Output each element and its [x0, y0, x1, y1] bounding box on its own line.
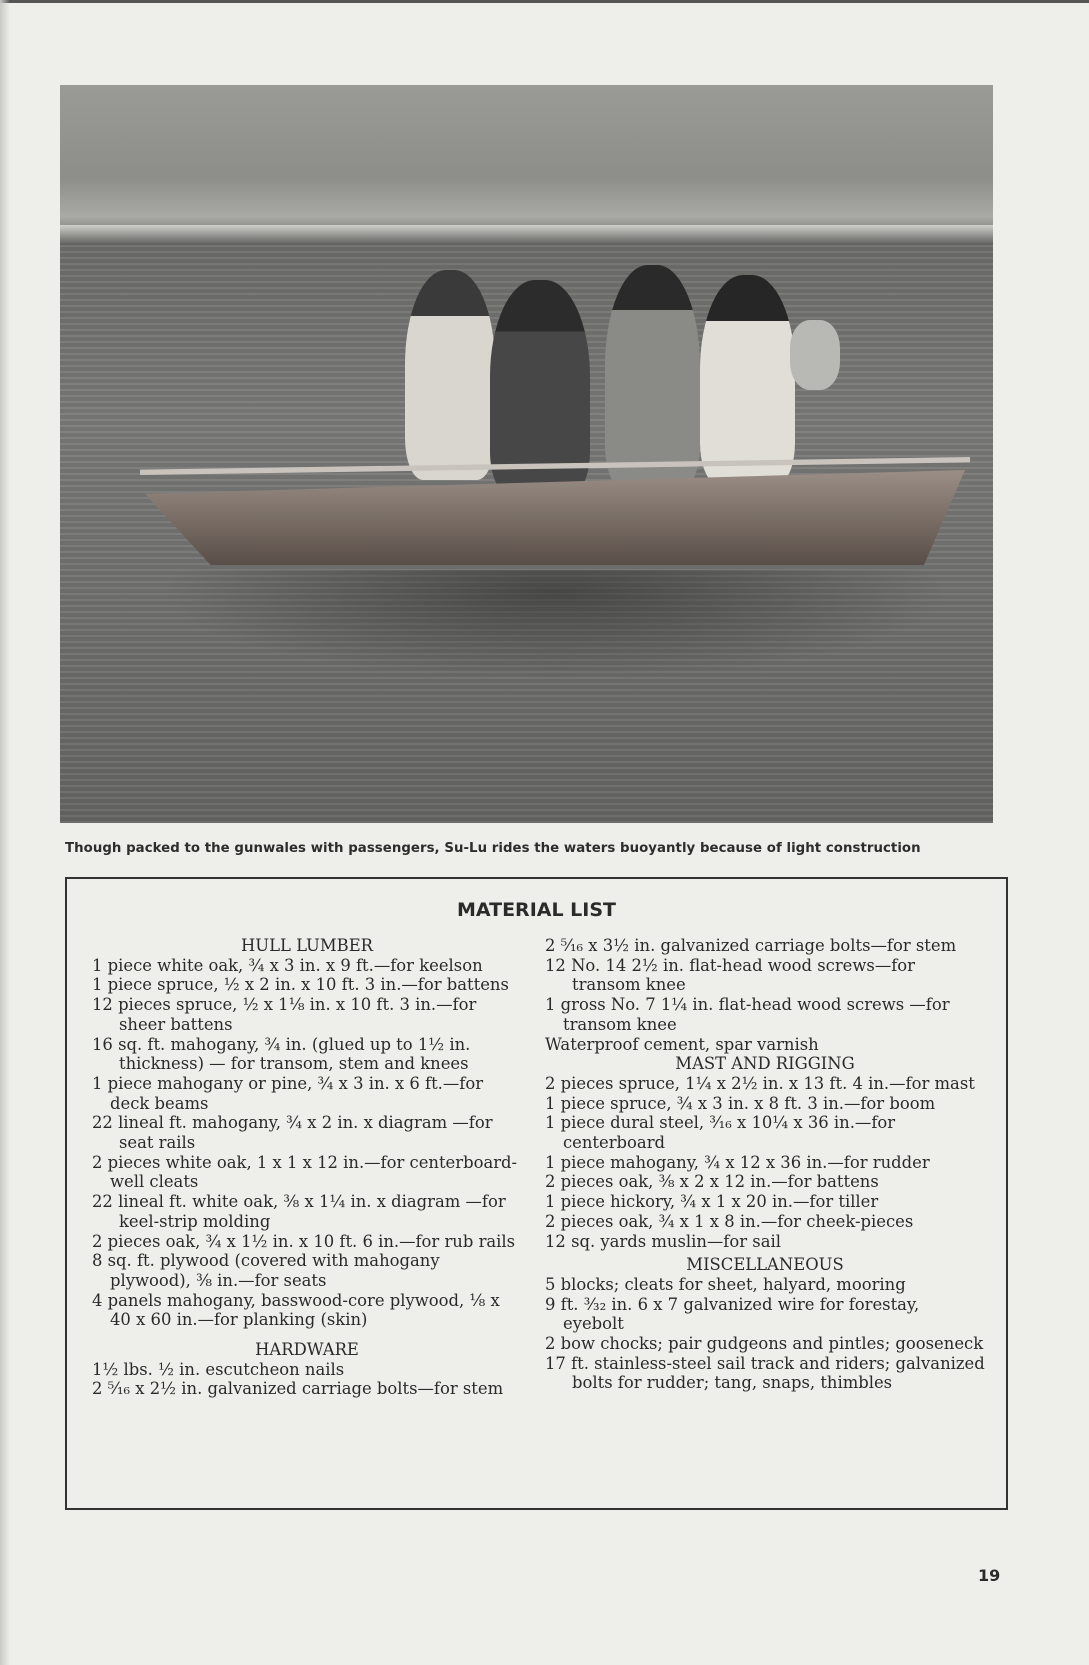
list-item: 8 sq. ft. plywood (covered with mahogany plywood), ⅜ in.—for seats [92, 1251, 440, 1290]
list-item: 2 pieces spruce, 1¼ x 2½ in. x 13 ft. 4 in.—for mast [545, 1073, 975, 1093]
list-item: 1 gross No. 7 1¼ in. flat-head wood screws —for transom knee [545, 995, 950, 1034]
list-item: 1 piece hickory, ¾ x 1 x 20 in.—for tiller [545, 1192, 879, 1212]
list-item: 2 bow chocks; pair gudgeons and pintles; gooseneck [545, 1334, 984, 1354]
list-item: 5 blocks; cleats for sheet, halyard, mooring [545, 1274, 906, 1294]
list-item: 1½ lbs. ½ in. escutcheon nails [92, 1359, 345, 1379]
list-item: 4 panels mahogany, basswood-core plywood, ⅛ x 40 x 60 in.—for planking (skin) [92, 1290, 500, 1330]
photo-passenger-3 [605, 265, 700, 490]
section-heading-mast-and-rigging: MAST AND RIGGING [675, 1054, 855, 1074]
section-heading-hull-lumber: HULL LUMBER [240, 936, 374, 955]
list-item: 2 ⁵⁄₁₆ x 3½ in. galvanized carriage bolts—for stem [545, 936, 957, 955]
list-item: Waterproof cement, spar varnish [545, 1034, 819, 1054]
material-list-box [65, 877, 1008, 1510]
list-item: 1 piece spruce, ¾ x 3 in. x 8 ft. 3 in.—for boom [545, 1093, 936, 1113]
photo-outboard-motor [790, 320, 840, 390]
photo-passenger-2 [490, 280, 590, 495]
photo-passenger-1 [405, 270, 495, 480]
list-item: 1 piece spruce, ½ x 2 in. x 10 ft. 3 in.—for battens [92, 975, 509, 995]
list-item: 12 sq. yards muslin—for sail [545, 1231, 781, 1251]
list-item: 22 lineal ft. white oak, ⅜ x 1¼ in. x diagram —for keel-strip molding [92, 1192, 506, 1231]
list-item: 12 pieces spruce, ½ x 1⅛ in. x 10 ft. 3 in.—for sheer battens [92, 995, 477, 1034]
page-binding-shadow [0, 0, 10, 1665]
photo-caption: Though packed to the gunwales with passengers, Su-Lu rides the waters buoyantly because of light construction [65, 841, 921, 856]
list-item: 1 piece mahogany, ¾ x 12 x 36 in.—for rudder [545, 1152, 930, 1172]
list-item: 1 piece dural steel, ³⁄₁₆ x 10¼ x 36 in.—for centerboard [545, 1113, 896, 1153]
list-item: 12 No. 14 2½ in. flat-head wood screws—for transom knee [545, 955, 915, 995]
list-item: 17 ft. stainless-steel sail track and riders; galvanized bolts for rudder; tang, snaps, thimbles [545, 1353, 985, 1393]
photo-shoreline [60, 85, 993, 240]
section-heading-miscellaneous: MISCELLANEOUS [686, 1255, 844, 1275]
page-top-edge [0, 0, 1089, 3]
list-item: 2 pieces oak, ¾ x 1½ in. x 10 ft. 6 in.—for rub rails [92, 1231, 516, 1251]
list-item: 2 pieces oak, ¾ x 1 x 8 in.—for cheek-pieces [545, 1211, 914, 1231]
page-number: 19 [978, 1566, 1001, 1585]
list-item: 2 pieces white oak, 1 x 1 x 12 in.—for centerboard-well cleats [92, 1152, 518, 1192]
list-item: 9 ft. ³⁄₃₂ in. 6 x 7 galvanized wire for forestay, eyebolt [545, 1294, 920, 1334]
photo-shore-edge [60, 225, 993, 245]
list-item: 2 ⁵⁄₁₆ x 2½ in. galvanized carriage bolts—for stem [92, 1379, 504, 1399]
list-item: 1 piece white oak, ¾ x 3 in. x 9 ft.—for keelson [92, 955, 483, 975]
photo-passenger-4 [700, 275, 795, 485]
list-item: 22 lineal ft. mahogany, ¾ x 2 in. x diagram —for seat rails [92, 1113, 493, 1153]
material-list-title: MATERIAL LIST [456, 899, 617, 921]
material-list-left-column [92, 936, 522, 1399]
list-item: 2 pieces oak, ⅜ x 2 x 12 in.—for battens [545, 1172, 879, 1192]
material-list-right-column [545, 936, 985, 1393]
list-item: 1 piece mahogany or pine, ¾ x 3 in. x 6 ft.—for deck beams [92, 1073, 484, 1113]
list-item: 16 sq. ft. mahogany, ¾ in. (glued up to 1½ in. thickness) — for transom, stem and knees [92, 1034, 471, 1074]
boat-photo [60, 85, 993, 823]
section-heading-hardware: HARDWARE [255, 1340, 359, 1360]
photo-reflection [160, 570, 950, 680]
